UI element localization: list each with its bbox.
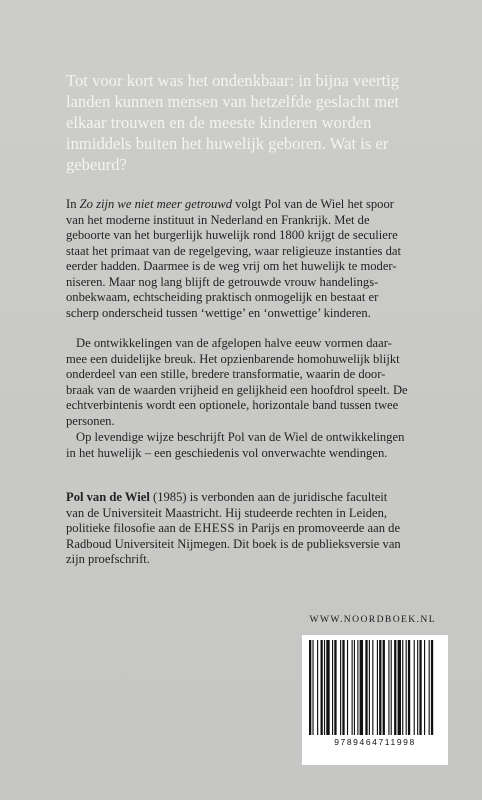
- body-line: [66, 521, 446, 537]
- body-line: [66, 197, 446, 213]
- barcode-bar: [388, 640, 389, 735]
- barcode-bar: [334, 640, 336, 735]
- ean13-barcode-icon: [307, 640, 443, 735]
- barcode-bar: [317, 640, 318, 735]
- barcode-bar: [414, 640, 415, 735]
- barcode-bar: [309, 640, 311, 735]
- lead-line: inmiddels buiten het huwelijk geboren. Wat is er: [66, 134, 389, 153]
- barcode-bar: [406, 640, 407, 735]
- barcode-bar: [431, 640, 433, 735]
- barcode-bar: [372, 640, 373, 735]
- body-line: scherp onderscheid tussen ‘wettige’ en ‘onwettige’ kinderen.: [66, 305, 371, 320]
- barcode-bar: [324, 640, 325, 735]
- body-line: in het huwelijk – een geschiedenis vol onverwachte wendingen.: [66, 445, 388, 460]
- publisher-url: WWW.NOORDBOEK.NL: [309, 614, 436, 625]
- body-line: De ontwikkelingen van de afgelopen halve eeuw vormen daar-: [76, 336, 392, 350]
- lead-paragraph: [66, 70, 446, 175]
- body-paragraph-3: [66, 430, 446, 461]
- lead-line: Tot voor kort was het ondenkbaar: in bijna veertig: [66, 71, 400, 90]
- barcode-bar: [391, 640, 392, 735]
- lead-line: landen kunnen mensen van hetzelfde geslacht met: [66, 92, 400, 111]
- author-bio-text: politieke filosofie aan de: [66, 521, 194, 535]
- body-line: van de Universiteit Maastricht. Hij studeerde rechten in Leiden,: [66, 505, 388, 520]
- paragraph-intro-text: In: [66, 197, 80, 211]
- body-line: geboorte van het burgerlijk huwelijk rond 1800 krijgt de seculiere: [66, 228, 398, 242]
- barcode-bar: [321, 640, 323, 735]
- body-line: staat het primaat van de regelgeving, waar religieuze instanties dat: [66, 243, 401, 258]
- body-paragraph-2: [66, 336, 446, 429]
- barcode-bar: [347, 640, 348, 735]
- barcode-bar: [326, 640, 329, 735]
- barcode-bar: [369, 640, 370, 735]
- barcode-bar: [357, 640, 358, 735]
- body-line: personen.: [66, 413, 115, 428]
- author-bio-rest: (1985) is verbonden aan de juridische faculteit: [149, 490, 388, 504]
- body-line: Op levendige wijze beschrijft Pol van de Wiel de ontwikkelingen: [76, 430, 405, 444]
- barcode-bar: [394, 640, 396, 735]
- author-bio-text: in Parijs en promoveerde aan de: [235, 521, 401, 535]
- body-line: echtverbintenis wordt een optionele, horizontale band tussen twee: [66, 398, 399, 412]
- body-line: Radboud Universiteit Nijmegen. Dit boek is de publieksversie van: [66, 536, 401, 551]
- paragraph-line-rest: volgt Pol van de Wiel het spoor: [232, 197, 394, 211]
- body-line: zijn proefschrift.: [66, 552, 150, 566]
- barcode-bar: [340, 640, 341, 735]
- barcode-bar: [383, 640, 385, 735]
- barcode-bar: [419, 640, 421, 735]
- barcode-bar: [424, 640, 425, 735]
- barcode-digits: 9789464711998: [334, 737, 416, 747]
- barcode-bar: [379, 640, 381, 735]
- barcode-bar: [342, 640, 344, 735]
- barcode-bar: [377, 640, 378, 735]
- barcode-label: [302, 635, 448, 765]
- barcode-bar: [429, 640, 430, 735]
- institution-abbreviation: EHESS: [194, 521, 235, 535]
- body-line: eerder hadden. Daarmee is de weg vrij om het huwelijk te moder-: [66, 259, 397, 273]
- barcode-bar: [312, 640, 313, 735]
- author-bio: [66, 490, 446, 568]
- body-line: mee een duidelijke breuk. Het opzienbarende homohuwelijk blijkt: [66, 351, 400, 366]
- barcode-bar: [352, 640, 353, 735]
- barcode-bar: [365, 640, 367, 735]
- barcode-bar: [408, 640, 410, 735]
- body-line: braak van de waarden vrijheid en gelijkheid een hoofdrol speelt. De: [66, 382, 408, 397]
- book-title: Zo zijn we niet meer getrouwd: [79, 197, 233, 211]
- body-line: onbekwaam, echtscheiding praktisch onmogelijk en bestaat er: [66, 290, 379, 304]
- barcode-bar: [360, 640, 363, 735]
- barcode-bar: [398, 640, 401, 735]
- body-line: [66, 490, 446, 506]
- lead-line: gebeurd?: [66, 155, 127, 174]
- body-line: onderdeel van een stille, bredere transformatie, waarin de door-: [66, 367, 386, 381]
- body-paragraph-1: [66, 197, 446, 321]
- barcode-bar: [402, 640, 403, 735]
- lead-line: elkaar trouwen en de meeste kinderen worden: [66, 113, 372, 132]
- body-line: van het moderne instituut in Nederland en Frankrijk. Met de: [66, 212, 370, 227]
- barcode-bar: [332, 640, 333, 735]
- body-line: niseren. Maar nog lang blijft de getrouwde vrouw handelings-: [66, 274, 379, 289]
- barcode-bar: [417, 640, 418, 735]
- barcode-bar: [354, 640, 355, 735]
- author-name: Pol van de Wiel: [66, 490, 150, 504]
